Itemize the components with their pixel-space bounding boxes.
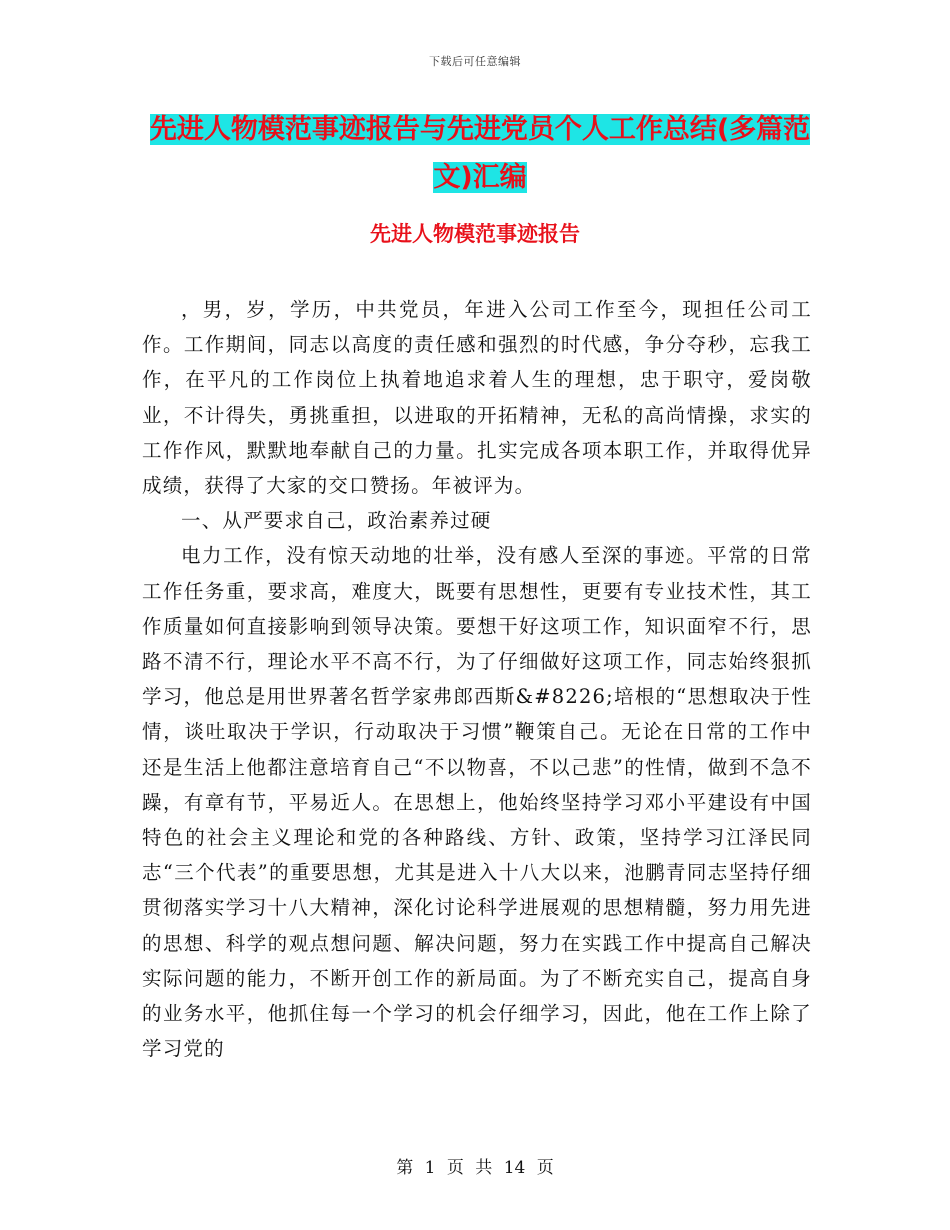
section-title: 先进人物模范事迹报告 (370, 222, 580, 246)
document-title (140, 106, 820, 202)
document-body (142, 292, 812, 1066)
body-paragraph: 电力工作，没有惊天动地的壮举，没有感人至深的事迹。平常的日常工作任务重，要求高，难度大，既要有思想性，更要有专业技术性，其工作质量如何直接影响到领导决策。要想干好这项工作，知识面窄不行，思路不清不行，理论水平不高不行，为了仔细做好这项工作，同志始终狠抓学习，他总是用世界著名哲学家弗郎西斯&#8226;培根的“思想取决于性情，谈吐取决于学识，行动取决于习惯”鞭策自己。无论在日常的工作中还是生活上他都注意培育自己“不以物喜，不以己悲”的性情，做到不急不躁，有章有节，平易近人。在思想上，他始终坚持学习邓小平建设有中国特色的社会主义理论和党的各种路线、方针、政策，坚持学习江泽民同志“三个代表”的重要思想，尤其是进入十八大以来，池鹏青同志坚持仔细贯彻落实学习十八大精神，深化讨论科学进展观的思想精髓，努力用先进的思想、科学的观点想问题、解决问题，努力在实践工作中提高自己解决实际问题的能力，不断开创工作的新局面。为了不断充实自己，提高自身的业务水平，他抓住每一个学习的机会仔细学习，因此，他在工作上除了学习党的 (142, 544, 812, 1061)
document-title-text: 先进人物模范事迹报告与先进党员个人工作总结(多篇范文)汇编 (149, 114, 811, 193)
header-note: 下载后可任意编辑 (429, 55, 521, 68)
page-footer: 第 1 页 共 14 页 (396, 1158, 554, 1178)
body-subheading: 一、从严要求自己，政治素养过硬 (181, 509, 492, 533)
body-paragraph: ，男，岁，学历，中共党员，年进入公司工作至今，现担任公司工作。工作期间，同志以高度的责任感和强烈的时代感，争分夺秒，忘我工作，在平凡的工作岗位上执着地追求着人生的理想，忠于职守，爱岗敬业，不计得失，勇挑重担，以进取的开拓精神，无私的高尚情操，求实的工作作风，默默地奉献自己的力量。扎实完成各项本职工作，并取得优异成绩，获得了大家的交口赞扬。年被评为。 (142, 298, 812, 498)
